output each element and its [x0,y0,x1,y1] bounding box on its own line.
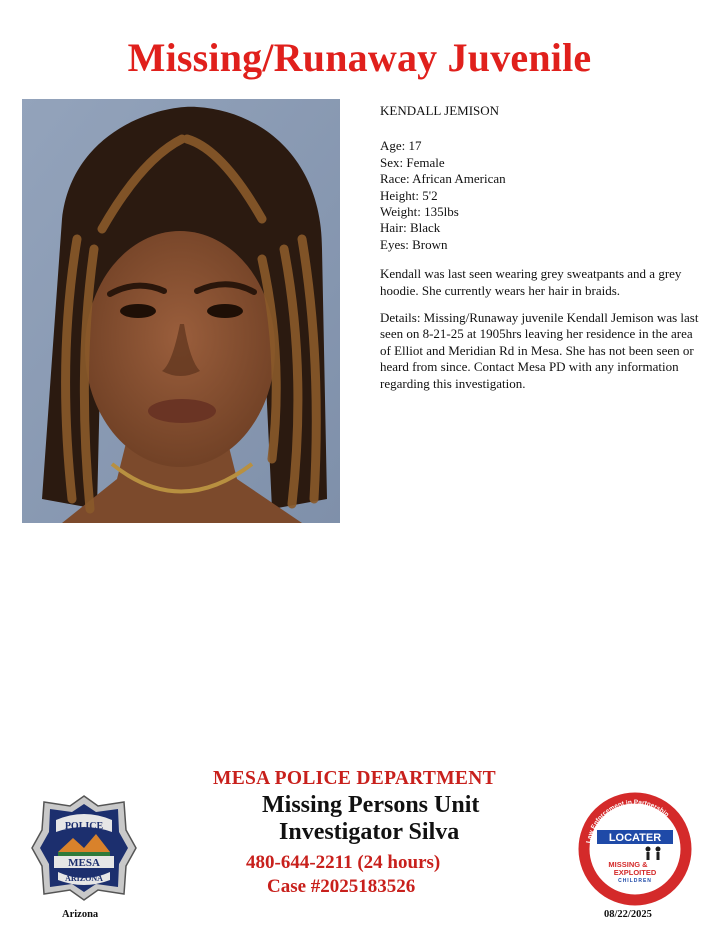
locater-ncmec-logo [578,792,692,906]
person-name: KENDALL JEMISON [380,103,500,118]
person-facts [380,138,700,253]
last-seen-description: Kendall was last seen wearing grey sweatpants and a grey hoodie. She currently wears her hair in braids. [380,266,682,298]
fact-hair: Hair: Black [380,220,441,236]
badge-middle-word: MESA [68,857,100,869]
badge-top-word: POLICE [64,821,104,832]
badge-bottom-word: ARIZONA [65,874,103,883]
missing-person-photo [22,99,340,523]
investigator-name: Investigator Silva [279,819,460,845]
fact-height: Height: 5'2 [380,187,438,203]
poster-title: Missing/Runaway Juvenile [127,35,592,80]
contact-phone: 480-644-2211 (24 hours) [246,852,441,873]
locater-title: LOCATER [608,832,662,844]
fact-race: Race: African American [380,171,506,187]
locater-ring-text: Law Enforcement in Partnership [585,798,671,844]
fact-sex: Sex: Female [380,154,445,170]
fact-age: Age: 17 [380,138,422,154]
unit-name: Missing Persons Unit [262,792,480,818]
locater-org-line2: EXPLOITED [613,868,657,877]
badge-caption: Arizona [62,909,99,920]
locater-org-line3: CHILDREN [618,878,652,884]
person-info [380,103,700,403]
case-number: Case #2025183526 [267,876,416,897]
locater-org-line1: MISSING & [608,860,648,869]
department-name: MESA POLICE DEPARTMENT [213,768,496,789]
fact-weight: Weight: 135lbs [380,204,459,220]
case-details: Details: Missing/Runaway juvenile Kendall Jemison was last seen on 8-21-25 at 1905hrs leaving her residence in the area of Elliot and Meridian Rd in Mesa. She has not been seen or heard from since. Contact Mesa PD with any information regarding this investigation. [380,310,699,391]
mesa-police-badge-logo [28,792,140,904]
fact-eyes: Eyes: Brown [380,236,448,252]
poster-date: 08/22/2025 [604,909,652,920]
